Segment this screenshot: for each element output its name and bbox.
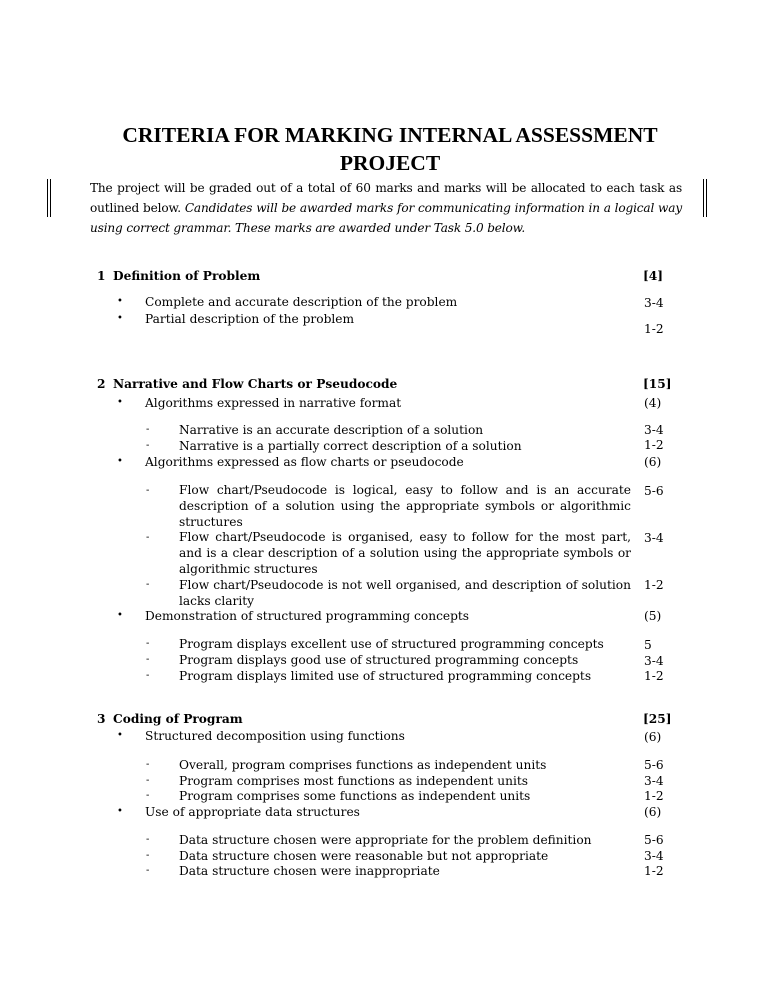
s3-item-2: Use of appropriate data structures	[145, 805, 360, 819]
s1-item-1-marks: 3-4	[644, 296, 664, 310]
section-1-number: 1	[97, 269, 106, 283]
s3-item-1-sub-2: Program comprises most functions as independent units	[179, 774, 528, 788]
s2-item-1-sub-2: Narrative is a partially correct description of a solution	[179, 439, 522, 453]
s2-item-3-sub-1: Program displays excellent use of structured programming concepts	[179, 637, 604, 651]
s3-item-2-sub-1: Data structure chosen were appropriate for the problem definition	[179, 833, 592, 847]
dash: -	[146, 850, 150, 861]
dash: -	[146, 485, 150, 496]
bullet: •	[117, 313, 123, 324]
s2-item-1-sub-1-marks: 3-4	[644, 423, 664, 437]
bullet: •	[117, 296, 123, 307]
section-2-number: 2	[97, 377, 106, 391]
bullet: •	[117, 397, 123, 408]
s2-item-2-sub-1-marks: 5-6	[644, 484, 664, 498]
s2-item-2-marks: (6)	[644, 455, 662, 469]
s2-item-3-sub-2: Program displays good use of structured programming concepts	[179, 653, 579, 667]
s2-item-1-sub-2-marks: 1-2	[644, 438, 664, 452]
section-3-title: Coding of Program	[113, 712, 243, 726]
s2-item-2: Algorithms expressed as flow charts or pseudocode	[145, 455, 464, 469]
dash: -	[146, 440, 150, 451]
bullet: •	[117, 456, 123, 467]
s2-item-1-sub-1: Narrative is an accurate description of a solution	[179, 423, 484, 437]
dash: -	[146, 532, 150, 543]
dash: -	[146, 638, 150, 649]
intro-italic: Candidates will be awarded marks for communicating information in a logical way using correct grammar. These marks are awarded under Task 5.0 below.	[90, 201, 683, 235]
intro-plain: The project will be graded out of a total of 60 marks and marks will be allocated to each task as outlined below.	[90, 181, 682, 215]
s2-item-3-sub-1-marks: 5	[644, 638, 652, 652]
s1-item-2: Partial description of the problem	[145, 312, 355, 326]
section-3-number: 3	[97, 712, 106, 726]
section-3-total: [25]	[643, 712, 672, 726]
s2-item-2-sub-1: Flow chart/Pseudocode is logical, easy to follow and is an accurate description of a solution using the appropriate symbols or algorithmic structures	[179, 483, 631, 529]
s2-item-3-marks: (5)	[644, 609, 662, 623]
s3-item-2-sub-2: Data structure chosen were reasonable but not appropriate	[179, 849, 549, 863]
intro-paragraph	[90, 178, 682, 238]
s2-item-1-marks: (4)	[644, 396, 662, 410]
section-1-total: [4]	[643, 269, 664, 283]
s2-item-2-sub-2-marks: 3-4	[644, 531, 664, 545]
s2-item-3: Demonstration of structured programming concepts	[145, 609, 470, 623]
s3-item-1-sub-1-marks: 5-6	[644, 758, 664, 772]
s3-item-1-sub-1: Overall, program comprises functions as independent units	[179, 758, 547, 772]
page-title: CRITERIA FOR MARKING INTERNAL ASSESSMENT	[122, 123, 658, 147]
s2-item-2-sub-2: Flow chart/Pseudocode is organised, easy to follow for the most part, and is a clear description of a solution using the appropriate symbols or algorithmic structures	[179, 530, 631, 576]
s2-item-1: Algorithms expressed in narrative format	[145, 396, 402, 410]
page-title-line-2: PROJECT	[339, 151, 441, 175]
bullet: •	[117, 806, 123, 817]
s3-item-1-sub-3: Program comprises some functions as independent units	[179, 789, 531, 803]
section-2-title: Narrative and Flow Charts or Pseudocode	[113, 377, 398, 391]
s1-item-1: Complete and accurate description of the problem	[145, 295, 458, 309]
dash: -	[146, 579, 150, 590]
dash: -	[146, 834, 150, 845]
s2-item-3-sub-3-marks: 1-2	[644, 669, 664, 683]
dash: -	[146, 790, 150, 801]
section-1-title: Definition of Problem	[113, 269, 261, 283]
s3-item-1-sub-3-marks: 1-2	[644, 789, 664, 803]
s3-item-2-sub-3-marks: 1-2	[644, 864, 664, 878]
s2-item-2-sub-3: Flow chart/Pseudocode is not well organised, and description of solution lacks clarity	[179, 578, 631, 608]
s3-item-1: Structured decomposition using functions	[145, 729, 405, 743]
s3-item-2-sub-1-marks: 5-6	[644, 833, 664, 847]
s2-item-3-sub-3: Program displays limited use of structured programming concepts	[179, 669, 592, 683]
section-2-total: [15]	[643, 377, 672, 391]
s2-item-3-sub-2-marks: 3-4	[644, 654, 664, 668]
s1-item-2-marks: 1-2	[644, 322, 664, 336]
s3-item-1-marks: (6)	[644, 730, 662, 744]
dash: -	[146, 775, 150, 786]
dash: -	[146, 654, 150, 665]
s3-item-2-sub-2-marks: 3-4	[644, 849, 664, 863]
right-margin-bar	[703, 179, 707, 217]
dash: -	[146, 865, 150, 876]
s2-item-2-sub-3-marks: 1-2	[644, 578, 664, 592]
dash: -	[146, 424, 150, 435]
s3-item-1-sub-2-marks: 3-4	[644, 774, 664, 788]
dash: -	[146, 670, 150, 681]
s3-item-2-marks: (6)	[644, 805, 662, 819]
s3-item-2-sub-3: Data structure chosen were inappropriate	[179, 864, 440, 878]
bullet: •	[117, 730, 123, 741]
dash: -	[146, 759, 150, 770]
bullet: •	[117, 610, 123, 621]
left-margin-bar	[47, 179, 51, 217]
